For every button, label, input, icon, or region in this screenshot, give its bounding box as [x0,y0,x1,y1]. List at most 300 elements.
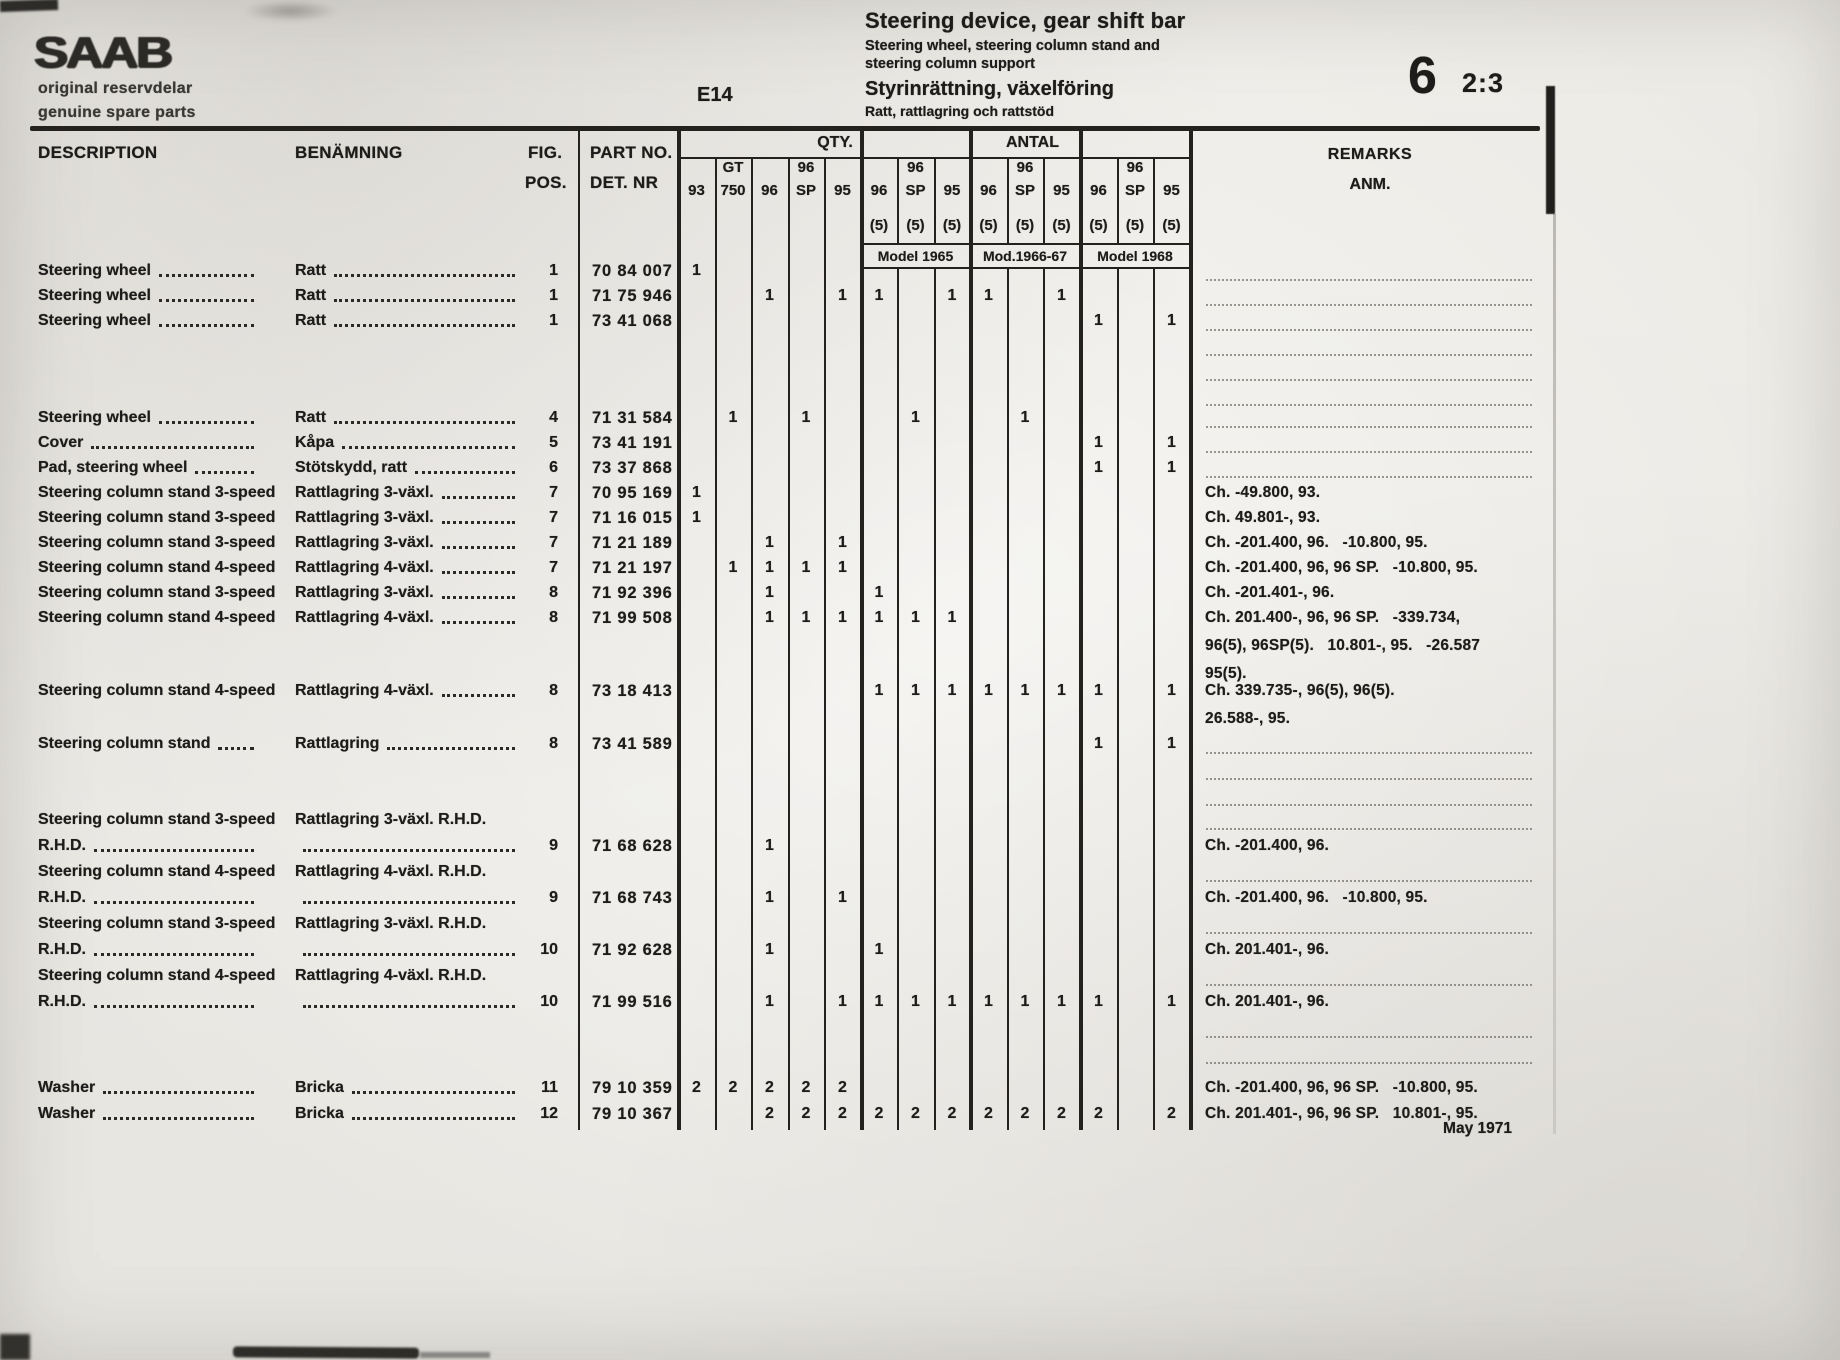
benamning-text: Rattlagring 3-växl. [295,584,434,601]
column-header-benamning: BENÄMNING [295,143,403,162]
subtitle-english-line2: steering column support [865,56,1035,72]
dotted-leader [94,940,254,956]
column-header-description: DESCRIPTION [38,143,158,162]
qty-value: 1 [984,287,993,304]
fig-pos-value: 1 [549,262,558,279]
benamning-text: Ratt [295,409,327,426]
remark-text: Ch. -201.400, 96. -10.800, 95. [1205,534,1428,551]
dotted-leader [387,734,515,750]
qty-col-label: 96 [761,182,778,199]
benamning-text: Rattlagring 3-växl. R.H.D. [295,915,487,932]
qty-value: 1 [765,287,774,304]
qty-value: 1 [1057,993,1066,1010]
qty-value: 1 [1167,682,1176,699]
dotted-leader [303,888,515,904]
benamning-cell [295,558,525,578]
description-text: Steering column stand 3-speed [38,915,276,932]
remark-text: Ch. -201.400, 96, 96 SP. -10.800, 95. [1205,1079,1478,1096]
column-header-anm: ANM. [1349,176,1391,193]
dotted-leader [442,583,515,599]
model-box-bottom [861,267,1190,269]
dotted-leader [303,992,515,1008]
fig-pos-cell [514,888,558,908]
qty-value: 1 [874,993,884,1010]
qty-col-label: 95 [1163,182,1180,199]
benamning-text: Rattlagring 4-växl. R.H.D. [295,863,487,880]
benamning-cell [295,261,525,281]
benamning-text: Rattlagring 3-växl. [295,534,434,551]
benamning-cell [295,608,525,628]
benamning-text: Rattlagring 3-växl. [295,484,434,501]
remark-dotted-rule [1206,1034,1532,1038]
description-text: Washer [38,1079,96,1096]
part-number-cell [592,583,678,603]
part-number-value: 71 31 584 [592,409,673,427]
qty-value: 1 [1094,993,1103,1010]
remark-dotted-rule [1206,402,1532,406]
grid-vline-group [860,130,864,1130]
part-number-cell [592,483,678,503]
dotted-leader [352,1104,515,1120]
qty-value: 1 [874,941,884,958]
qty-value: 1 [838,609,847,626]
qty-value: 2 [838,1105,847,1122]
title-english: Steering device, gear shift bar [865,8,1186,33]
part-number-cell [592,311,678,331]
scan-artifact [1553,214,1556,1134]
description-cell [38,734,264,754]
fig-pos-cell [514,992,558,1012]
qty-value: 1 [1167,459,1176,476]
remark-dotted-rule [1206,982,1532,986]
dotted-leader [91,433,254,449]
grid-vline-group [1079,130,1083,1130]
grid-vline-part-separator [578,128,580,1130]
fig-pos-cell [514,836,558,856]
description-text: R.H.D. [38,993,86,1010]
part-number-value: 71 75 946 [592,287,673,305]
qty-col-label-5: (5) [979,217,998,234]
fig-pos-cell [514,1104,558,1124]
qty-value: 1 [765,889,774,906]
remark-dotted-rule [1206,1060,1532,1064]
description-text: Steering wheel [38,287,151,304]
fig-pos-cell [514,433,558,453]
remark-dotted-rule [1206,352,1532,356]
section-code: E14 [697,84,733,106]
part-number-value: 79 10 367 [592,1105,673,1123]
fig-pos-cell [514,533,558,553]
qty-value: 1 [911,609,920,626]
qty-col-label: 750 [720,182,746,199]
remark-dotted-rule [1206,750,1532,754]
qty-value: 1 [911,993,920,1010]
fig-pos-cell [514,583,558,603]
qty-value: 1 [947,287,957,304]
remark-text: 96(5), 96SP(5). 10.801-, 95. -26.587 [1205,637,1481,654]
dotted-leader [159,311,254,327]
qty-col-label: 96 [1090,182,1107,199]
remark-text: Ch. -201.401-, 96. [1205,584,1335,601]
qty-value: 2 [947,1105,957,1122]
qty-value: 1 [765,837,774,854]
benamning-text: Ratt [295,287,327,304]
qty-value: 1 [1094,312,1103,329]
part-number-value: 70 95 169 [592,484,673,502]
qty-value: 2 [801,1079,811,1096]
remark-dotted-rule [1206,449,1532,453]
dotted-leader [303,940,515,956]
part-number-cell [592,261,678,281]
remark-dotted-rule [1206,802,1532,806]
description-cell [38,608,276,628]
description-text: Steering column stand 3-speed [38,584,276,601]
remark-dotted-rule [1206,474,1532,478]
qty-value: 2 [874,1105,884,1122]
qty-value: 2 [1094,1105,1103,1122]
description-text: Steering column stand 3-speed [38,534,276,551]
description-text: Steering column stand 4-speed [38,559,276,576]
description-text: Steering wheel [38,312,151,329]
benamning-text: Ratt [295,262,327,279]
qty-value: 1 [838,534,847,551]
description-cell [38,862,276,882]
part-number-cell [592,458,678,478]
dotted-leader [159,261,254,277]
fig-pos-cell [514,286,558,306]
part-number-cell [592,508,678,528]
fig-pos-cell [514,261,558,281]
qty-value: 1 [911,409,920,426]
part-number-value: 73 37 868 [592,459,673,477]
model-group-label: Mod.1966-67 [982,248,1068,264]
dotted-leader [334,286,515,302]
part-number-cell [592,888,678,908]
qty-value: 1 [874,287,884,304]
benamning-cell [295,483,525,503]
benamning-cell [295,888,525,908]
qty-value: 1 [984,993,993,1010]
dotted-leader [442,533,515,549]
qty-col-label: SP [905,182,926,199]
qty-col-label: 96 [980,182,997,199]
remark-dotted-rule [1206,302,1532,306]
fig-pos-value: 7 [549,534,558,551]
dotted-leader [94,992,254,1008]
description-cell [38,483,276,503]
fig-pos-value: 9 [549,889,558,906]
subtitle-english-line1: Steering wheel, steering column stand and [865,38,1160,54]
dotted-leader [159,286,254,302]
qty-col-label-5: (5) [1052,217,1071,234]
column-header-qty: QTY. [817,134,853,151]
description-cell [38,261,264,281]
benamning-cell [295,966,525,986]
part-number-cell [592,408,678,428]
qty-value: 1 [1057,682,1066,699]
fig-pos-cell [514,734,558,754]
part-number-cell [592,734,678,754]
brand-line-1: original reservdelar [38,80,193,97]
fig-pos-cell [514,558,558,578]
column-header-detnr: DET. NR [590,173,659,192]
benamning-text: Rattlagring [295,735,380,752]
benamning-cell [295,286,525,306]
qty-col-label: SP [795,182,816,199]
column-header-partno: PART NO. [590,143,673,162]
part-number-value: 71 21 189 [592,534,673,552]
qty-col-label: 96 [1126,159,1144,176]
description-cell [38,408,264,428]
qty-value: 2 [692,1079,701,1096]
description-cell [38,311,264,331]
part-number-value: 71 99 516 [592,993,673,1011]
qty-col-label: 96 [1016,159,1034,176]
part-number-value: 73 41 068 [592,312,673,330]
remark-dotted-rule [1206,277,1532,281]
saab-logo: SAAB [34,26,172,77]
qty-value: 1 [947,993,957,1010]
dotted-leader [334,408,515,424]
qty-col-label: 93 [688,182,705,199]
description-text: Cover [38,434,84,451]
dotted-leader [94,888,254,904]
benamning-cell [295,734,525,754]
fig-pos-cell [514,483,558,503]
remark-dotted-rule [1206,826,1532,830]
description-cell [38,810,276,830]
remark-dotted-rule [1206,424,1532,428]
qty-value: 2 [838,1079,847,1096]
dotted-leader [103,1078,254,1094]
qty-value: 2 [1020,1105,1030,1122]
scan-artifact [233,1346,419,1358]
fig-pos-value: 11 [541,1079,558,1096]
description-text: Steering column stand 4-speed [38,609,276,626]
fig-pos-cell [514,1078,558,1098]
part-number-cell [592,608,678,628]
qty-col-label: 95 [1053,182,1070,199]
dotted-leader [442,681,515,697]
qty-value: 1 [1167,312,1176,329]
model-group-label: Model 1968 [1097,248,1173,264]
qty-col-label-5: (5) [1162,217,1181,234]
description-cell [38,940,264,960]
qty-value: 1 [728,559,738,576]
qty-value: 1 [838,287,847,304]
benamning-text: Ratt [295,312,327,329]
scan-artifact [1546,86,1555,214]
benamning-text: Bricka [295,1105,344,1122]
qty-col-label: 95 [834,182,851,199]
benamning-text: Bricka [295,1079,344,1096]
benamning-cell [295,433,525,453]
remark-text: Ch. 201.401-, 96. [1205,993,1330,1010]
description-text: Steering wheel [38,409,151,426]
description-text: Steering column stand 4-speed [38,863,276,880]
page-number-major: 6 [1408,47,1437,105]
qty-value: 1 [801,409,811,426]
remark-dotted-rule [1206,776,1532,780]
benamning-cell [295,458,525,478]
issue-date: May 1971 [1443,1120,1512,1137]
fig-pos-value: 8 [549,682,558,699]
remark-text: Ch. -49.800, 93. [1205,484,1321,501]
qty-value: 2 [728,1079,738,1096]
qty-col-label-5: (5) [906,217,925,234]
remark-text: Ch. 49.801-, 93. [1205,509,1321,526]
dotted-leader [442,608,515,624]
grid-vline-group [1189,130,1193,1130]
fig-pos-value: 7 [549,509,558,526]
description-text: R.H.D. [38,889,86,906]
part-number-cell [592,558,678,578]
qty-value: 1 [765,584,774,601]
qty-value: 2 [911,1105,920,1122]
qty-value: 2 [801,1105,811,1122]
qty-col-label: GT [722,159,744,176]
benamning-text: Kåpa [295,434,335,451]
qty-col-label-5: (5) [1015,217,1035,234]
description-cell [38,433,264,453]
description-cell [38,1104,264,1124]
part-number-value: 71 16 015 [592,509,673,527]
part-number-cell [592,940,678,960]
qty-value: 2 [765,1105,774,1122]
remark-text: Ch. 201.400-, 96, 96 SP. -339.734, [1205,609,1461,626]
benamning-text: Rattlagring 3-växl. [295,509,434,526]
fig-pos-cell [514,408,558,428]
fig-pos-value: 1 [549,287,558,304]
description-cell [38,508,276,528]
part-number-cell [592,433,678,453]
qty-value: 1 [728,409,738,426]
qty-value: 1 [765,941,774,958]
column-header-pos: POS. [525,173,567,192]
description-cell [38,458,264,478]
qty-value: 1 [947,609,957,626]
description-text: Steering column stand 4-speed [38,682,276,699]
description-text: Steering wheel [38,262,151,279]
benamning-cell [295,992,525,1012]
qty-col-label: SP [1124,182,1145,199]
description-text: R.H.D. [38,837,86,854]
benamning-cell [295,408,525,428]
qty-value: 1 [692,262,701,279]
remark-text: 95(5). [1205,665,1247,682]
benamning-text: Rattlagring 3-växl. R.H.D. [295,811,487,828]
fig-pos-value: 8 [549,584,558,601]
table-top-rule [30,126,1540,131]
benamning-cell [295,311,525,331]
part-number-cell [592,1104,678,1124]
description-cell [38,914,276,934]
benamning-cell [295,681,525,701]
qty-value: 1 [838,993,847,1010]
scan-artifact [0,1334,30,1360]
remark-text: Ch. -201.400, 96. -10.800, 95. [1205,889,1428,906]
fig-pos-value: 8 [549,609,558,626]
benamning-cell [295,862,525,882]
description-text: Steering column stand [38,735,211,752]
qty-value: 1 [1167,434,1176,451]
part-number-value: 79 10 359 [592,1079,673,1097]
description-cell [38,681,276,701]
description-cell [38,992,264,1012]
qty-value: 1 [1020,682,1030,699]
description-cell [38,558,276,578]
qty-value: 1 [947,682,957,699]
page-number-minor: 2:3 [1462,68,1505,98]
qty-value: 1 [692,484,701,501]
benamning-cell [295,914,525,934]
part-number-value: 71 92 628 [592,941,673,959]
benamning-cell [295,1104,525,1124]
column-header-remarks: REMARKS [1327,146,1413,163]
qty-col-label: 96 [907,159,924,176]
remark-text: Ch. 201.401-, 96, 96 SP. 10.801-, 95. [1205,1105,1478,1122]
dotted-leader [218,734,254,750]
qty-value: 1 [984,682,993,699]
part-number-value: 71 92 396 [592,584,673,602]
fig-pos-value: 10 [540,941,558,958]
remark-text: Ch. 339.735-, 96(5), 96(5). [1205,682,1395,699]
dotted-leader [159,408,254,424]
fig-pos-cell [514,508,558,528]
qty-value: 1 [1094,682,1103,699]
benamning-cell [295,508,525,528]
description-text: Steering column stand 4-speed [38,967,276,984]
description-cell [38,888,264,908]
part-number-value: 71 68 743 [592,889,673,907]
part-number-value: 71 99 508 [592,609,673,627]
qty-band-underline [678,157,1190,159]
scan-artifact [0,0,58,12]
qty-col-label: SP [1014,182,1035,199]
benamning-cell [295,1078,525,1098]
model-group-label: Model 1965 [877,248,954,264]
part-number-cell [592,533,678,553]
remark-dotted-rule [1206,377,1532,381]
fig-pos-value: 9 [549,837,558,854]
fig-pos-value: 4 [549,409,558,426]
qty-value: 1 [1020,993,1030,1010]
qty-value: 1 [1167,735,1176,752]
part-number-cell [592,836,678,856]
qty-col-label-5: (5) [1089,217,1108,234]
remark-text: 26.588-, 95. [1205,710,1291,727]
description-text: Pad, steering wheel [38,459,188,476]
qty-col-label: 96 [870,182,888,199]
description-cell [38,836,264,856]
fig-pos-value: 10 [540,993,558,1010]
remark-dotted-rule [1206,878,1532,882]
dotted-leader [195,458,254,474]
fig-pos-value: 6 [549,459,558,476]
qty-value: 1 [911,682,920,699]
description-text: R.H.D. [38,941,86,958]
column-header-antal: ANTAL [1005,134,1060,151]
part-number-cell [592,681,678,701]
part-number-value: 70 84 007 [592,262,673,280]
grid-vline-group [969,130,973,1130]
qty-col-label-5: (5) [942,217,962,234]
description-text: Steering column stand 3-speed [38,484,276,501]
qty-value: 1 [1094,735,1103,752]
part-number-value: 73 41 589 [592,735,673,753]
dotted-leader [442,508,515,524]
dotted-leader [334,311,515,327]
